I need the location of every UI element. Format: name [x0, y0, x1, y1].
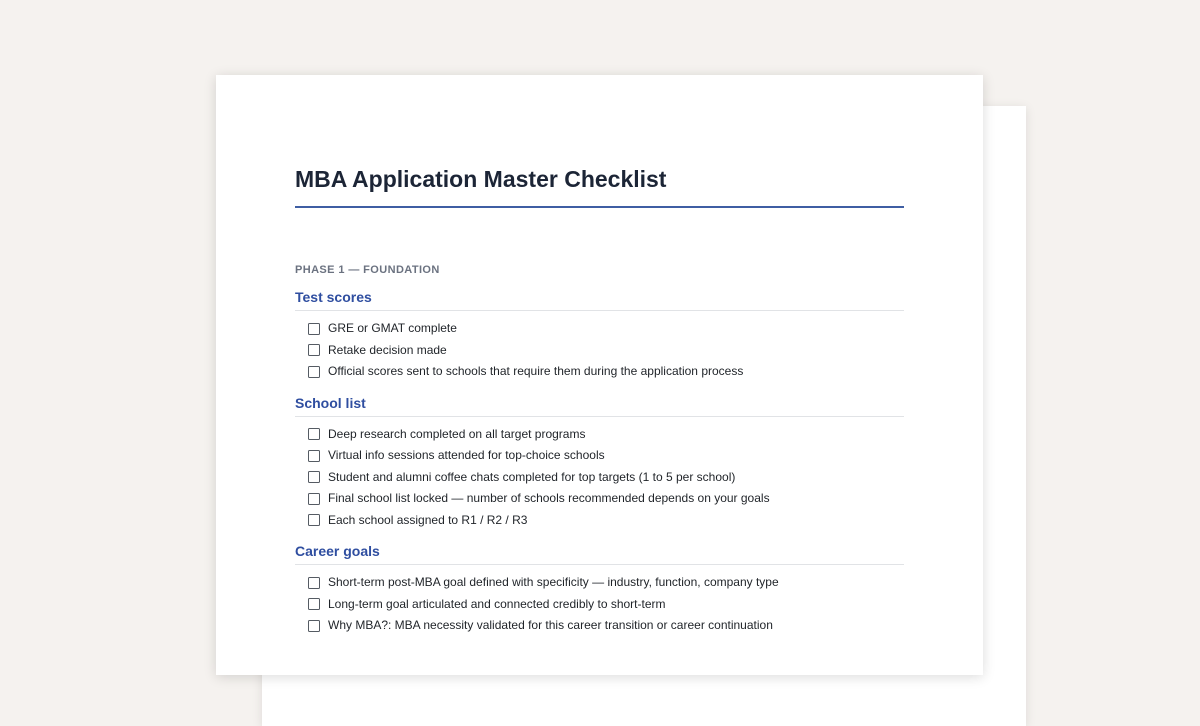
checklist-item[interactable]: [295, 572, 904, 594]
section-school-list: [295, 395, 904, 532]
checklist-item[interactable]: [295, 318, 904, 340]
checkbox-unchecked-icon[interactable]: [308, 493, 320, 505]
checklist: [295, 318, 904, 383]
checklist-item-label: Student and alumni coffee chats completed for top targets (1 to 5 per school): [328, 469, 736, 484]
checklist: [295, 424, 904, 532]
section-title: Career goals: [295, 543, 380, 559]
checklist-item[interactable]: [295, 340, 904, 362]
phase-label: PHASE 1 — FOUNDATION: [295, 264, 440, 276]
checklist-item[interactable]: [295, 361, 904, 383]
checklist-item-label: Long-term goal articulated and connected credibly to short-term: [328, 596, 666, 611]
checklist: [295, 572, 904, 637]
checkbox-unchecked-icon[interactable]: [308, 514, 320, 526]
checklist-item[interactable]: [295, 467, 904, 489]
checklist-item-label: Virtual info sessions attended for top-choice schools: [328, 448, 605, 463]
checklist-item-label: Why MBA?: MBA necessity validated for this career transition or career continuation: [328, 618, 773, 633]
checklist-item[interactable]: [295, 424, 904, 446]
checklist-item[interactable]: [295, 615, 904, 637]
checklist-item[interactable]: [295, 445, 904, 467]
checkbox-unchecked-icon[interactable]: [308, 471, 320, 483]
section-title: School list: [295, 394, 366, 411]
page-content: [295, 165, 904, 637]
checkbox-unchecked-icon[interactable]: [308, 598, 320, 610]
checklist-item-label: Short-term post-MBA goal defined with specificity — industry, function, company type: [328, 575, 779, 590]
checklist-item-label: Each school assigned to R1 / R2 / R3: [328, 512, 528, 527]
checkbox-unchecked-icon[interactable]: [308, 344, 320, 356]
checklist-item-label: Retake decision made: [328, 342, 447, 357]
section-divider: [295, 416, 904, 417]
checkbox-unchecked-icon[interactable]: [308, 577, 320, 589]
page-title: MBA Application Master Checklist: [295, 166, 667, 192]
checklist-item-label: Final school list locked — number of schools recommended depends on your goals: [328, 491, 770, 506]
checklist-item[interactable]: [295, 594, 904, 616]
title-divider: [295, 206, 904, 208]
checklist-item[interactable]: [295, 510, 904, 532]
checkbox-unchecked-icon[interactable]: [308, 366, 320, 378]
checklist-item-label: Deep research completed on all target programs: [328, 426, 586, 441]
checkbox-unchecked-icon[interactable]: [308, 323, 320, 335]
section-title: Test scores: [295, 289, 372, 305]
checkbox-unchecked-icon[interactable]: [308, 450, 320, 462]
checkbox-unchecked-icon[interactable]: [308, 428, 320, 440]
section-career-goals: [295, 543, 904, 637]
checklist-page: [216, 75, 983, 675]
checklist-item-label: GRE or GMAT complete: [328, 321, 457, 336]
section-test-scores: [295, 289, 904, 383]
checklist-item[interactable]: [295, 488, 904, 510]
section-divider: [295, 564, 904, 565]
section-divider: [295, 310, 904, 311]
checklist-item-label: Official scores sent to schools that require them during the application process: [328, 364, 744, 379]
